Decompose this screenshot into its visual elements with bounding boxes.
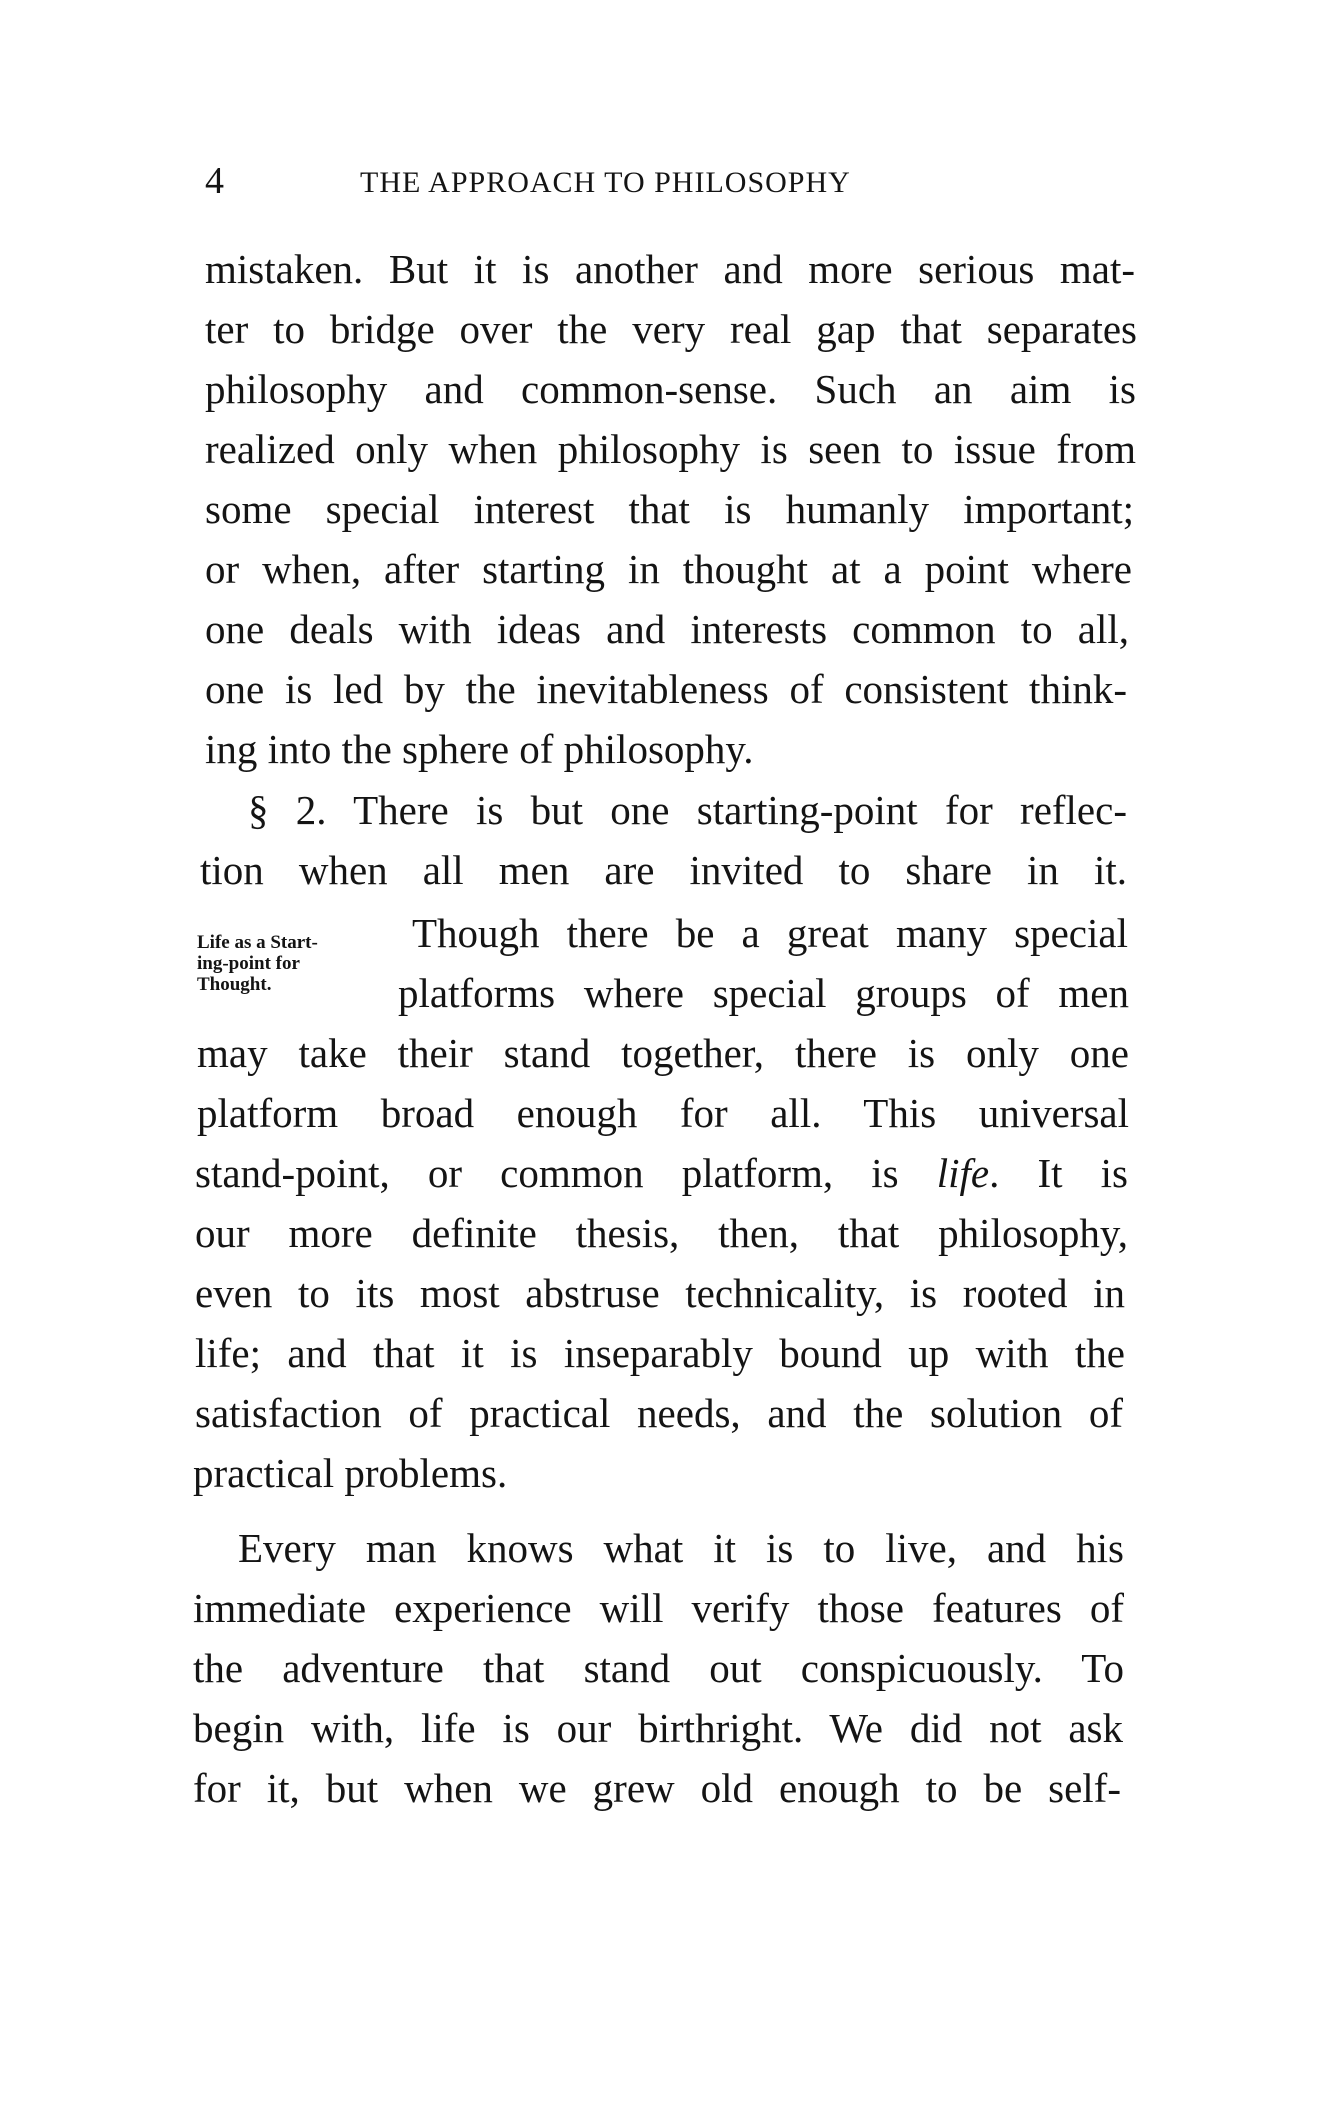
running-title: THE APPROACH TO PHILOSOPHY bbox=[360, 166, 851, 199]
text-line: Every man knows what it is to live, and his bbox=[238, 1525, 1124, 1571]
text-line: philosophy and common-sense. Such an aim is bbox=[205, 366, 1136, 412]
text-line: may take their stand together, there is only one bbox=[197, 1030, 1129, 1076]
text-line: realized only when philosophy is seen to issue from bbox=[205, 426, 1136, 472]
text-line: tion when all men are invited to share in it. bbox=[200, 847, 1127, 893]
text-line: some special interest that is humanly important; bbox=[205, 486, 1134, 532]
margin-note-line: Thought. bbox=[197, 974, 272, 995]
margin-note-line: ing-point for bbox=[197, 953, 300, 974]
text-line: for it, but when we grew old enough to be self- bbox=[193, 1765, 1121, 1811]
text-line: platforms where special groups of men bbox=[398, 970, 1129, 1016]
page-number: 4 bbox=[205, 160, 224, 202]
text-line: the adventure that stand out conspicuously. To bbox=[193, 1645, 1124, 1691]
text-line: platform broad enough for all. This universal bbox=[197, 1090, 1129, 1136]
margin-note bbox=[197, 932, 397, 995]
text-line: stand-point, or common platform, is life. It is bbox=[195, 1150, 1128, 1196]
text-line: § 2. There is but one starting-point for reflec- bbox=[248, 787, 1127, 833]
text-line: one is led by the inevitableness of consistent think- bbox=[205, 666, 1127, 712]
text-line: our more definite thesis, then, that philosophy, bbox=[195, 1210, 1128, 1256]
text-line: or when, after starting in thought at a point where bbox=[205, 546, 1132, 592]
emphasis: life bbox=[936, 1150, 990, 1196]
text-line: even to its most abstruse technicality, is rooted in bbox=[195, 1270, 1125, 1316]
text-line: satisfaction of practical needs, and the solution of bbox=[195, 1390, 1123, 1436]
text-line: practical problems. bbox=[193, 1450, 508, 1496]
running-head bbox=[205, 158, 985, 204]
text-line: mistaken. But it is another and more serious mat- bbox=[205, 246, 1135, 292]
text-line: one deals with ideas and interests common to all, bbox=[205, 606, 1129, 652]
text-line: ter to bridge over the very real gap that separates bbox=[205, 306, 1137, 352]
text-line: life; and that it is inseparably bound up with the bbox=[195, 1330, 1125, 1376]
text-line: begin with, life is our birthright. We did not ask bbox=[193, 1705, 1123, 1751]
text-line: ing into the sphere of philosophy. bbox=[205, 726, 754, 772]
text-line: Though there be a great many special bbox=[412, 910, 1128, 956]
text-line: immediate experience will verify those features of bbox=[193, 1585, 1124, 1631]
margin-note-line: Life as a Start- bbox=[197, 932, 318, 953]
